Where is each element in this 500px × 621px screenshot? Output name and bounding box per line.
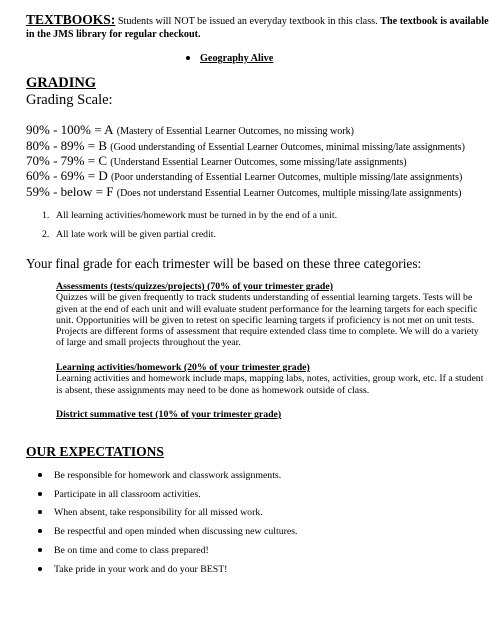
textbooks-heading: TEXTBOOKS: <box>26 12 116 27</box>
textbook-title: Geography Alive <box>200 53 274 64</box>
expectation-text: Take pride in your work and do your BEST! <box>54 564 228 575</box>
grading-heading: GRADING <box>26 75 97 91</box>
grading-rule-item <box>42 229 216 240</box>
rule-text: All learning activities/homework must be turned in by the end of a unit. <box>56 210 338 221</box>
grade-range: 70% - 79% = C <box>26 153 107 168</box>
grade-range: 60% - 69% = D <box>26 168 108 183</box>
grade-range: 90% - 100% = A <box>26 122 114 137</box>
bullet-icon <box>38 492 42 496</box>
category-body: Quizzes will be given frequently to track students understanding of essential learning targets. Tests will be given at the end of each unit and will evaluate student performance for the learning targets for each specific unit. Opportunities will be given to retest on specific learning targets if proficiency is not met on unit tests. Projects are different forms of assessment that require extended class time to complete. We will do a variety of large and small projects throughout the year. <box>56 292 479 349</box>
expectation-item <box>38 507 263 518</box>
bullet-icon <box>38 510 42 514</box>
expectation-text: Be on time and come to class prepared! <box>54 545 209 556</box>
rule-number: 1. <box>42 210 50 221</box>
expectation-item <box>38 470 281 481</box>
grade-scale-row <box>26 184 461 200</box>
grading-scale-title: Grading Scale: <box>26 92 113 108</box>
bullet-icon <box>38 548 42 552</box>
category-heading: Assessments (tests/quizzes/projects) (70% of your trimester grade) <box>56 281 333 292</box>
grading-rule-item <box>42 210 337 221</box>
rule-number: 2. <box>42 229 50 240</box>
expectation-text: When absent, take responsibility for all missed work. <box>54 507 263 518</box>
grade-description: (Mastery of Essential Learner Outcomes, no missing work) <box>116 126 354 137</box>
bullet-icon <box>38 529 42 533</box>
category-district-test <box>56 409 486 420</box>
grade-description: (Good understanding of Essential Learner Outcomes, minimal missing/late assignments) <box>110 142 465 153</box>
textbooks-availability: The textbook is available in the JMS library for regular checkout. <box>26 16 489 40</box>
expectation-item <box>38 545 209 556</box>
grade-scale-row <box>26 153 407 169</box>
bullet-icon <box>186 56 190 60</box>
expectation-item <box>38 526 298 537</box>
category-learning-activities <box>56 362 486 396</box>
rule-text: All late work will be given partial credit. <box>56 229 216 240</box>
expectations-heading: OUR EXPECTATIONS <box>26 444 164 459</box>
expectation-item <box>38 489 201 500</box>
grade-range: 59% - below = F <box>26 184 114 199</box>
bullet-icon <box>38 473 42 477</box>
category-assessments <box>56 281 486 349</box>
grade-scale-row <box>26 138 465 154</box>
textbook-list-item <box>186 53 273 64</box>
bullet-icon <box>38 567 42 571</box>
expectation-item <box>38 564 227 575</box>
category-heading: Learning activities/homework (20% of your trimester grade) <box>56 362 310 373</box>
grade-scale-row <box>26 168 462 184</box>
expectation-text: Be respectful and open minded when discussing new cultures. <box>54 526 298 537</box>
grade-description: (Poor understanding of Essential Learner Outcomes, multiple missing/late assignments) <box>110 172 463 183</box>
textbooks-paragraph <box>26 13 496 41</box>
grade-description: (Understand Essential Learner Outcomes, some missing/late assignments) <box>110 157 407 168</box>
grade-range: 80% - 89% = B <box>26 138 107 153</box>
category-heading: District summative test (10% of your trimester grade) <box>56 409 282 420</box>
textbooks-text: Students will NOT be issued an everyday textbook in this class. <box>115 16 381 27</box>
final-grade-text: Your final grade for each trimester will be based on these three categories: <box>26 256 422 271</box>
expectation-text: Participate in all classroom activities. <box>54 489 201 500</box>
grade-description: (Does not understand Essential Learner Outcomes, multiple missing/late assignments) <box>116 188 462 199</box>
grade-scale-row <box>26 122 354 138</box>
category-body: Learning activities and homework include maps, mapping labs, notes, activities, group work, etc. If a student is absent, these assignments may need to be done as homework outside of class. <box>56 373 484 396</box>
expectation-text: Be responsible for homework and classwork assignments. <box>54 470 282 481</box>
